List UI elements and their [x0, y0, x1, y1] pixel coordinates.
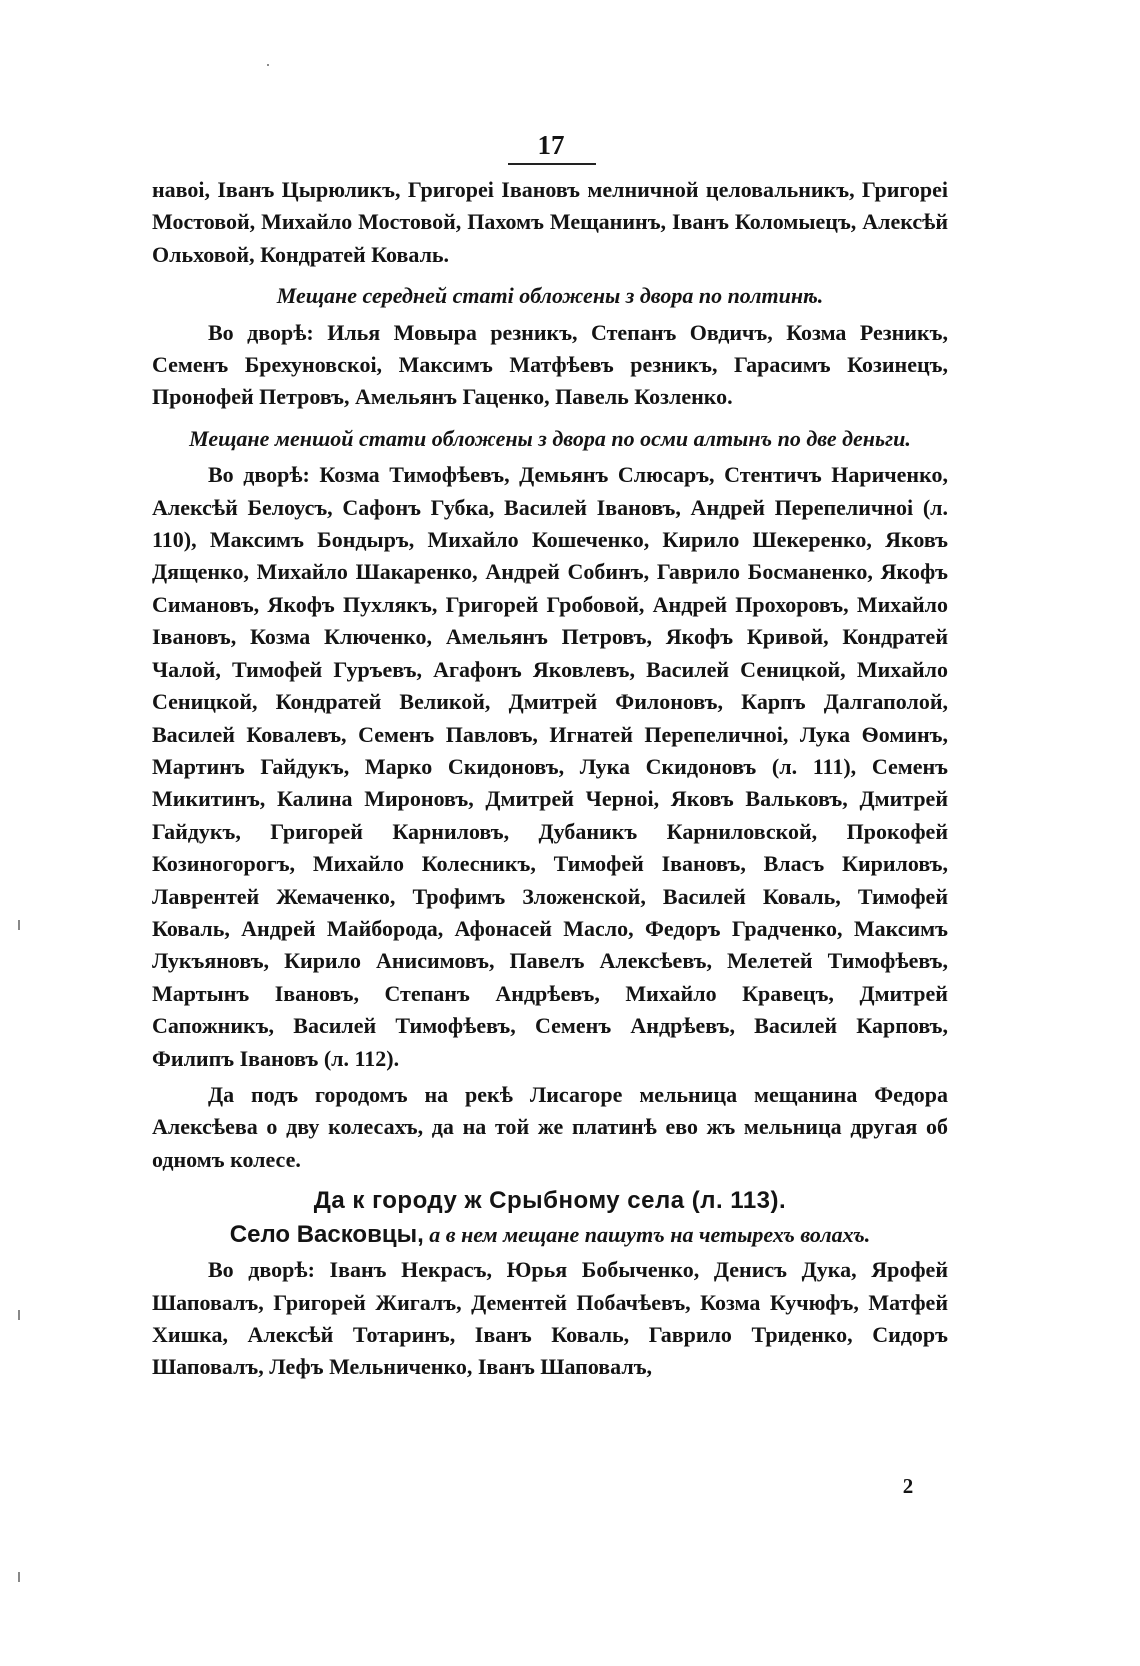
village-subheading — [152, 1218, 948, 1252]
page-number-underline — [508, 163, 596, 165]
scan-speck — [267, 64, 269, 66]
scan-edge-mark — [18, 1572, 20, 1582]
scan-edge-mark — [18, 920, 20, 930]
page-number: 17 — [537, 130, 565, 160]
section-note-lower-class: Мещане меншой стати обложены з двора по осми алтынъ по две деньги. — [189, 425, 911, 451]
paragraph-mill: Да подъ городомъ на рекѣ Лисагоре мельница мещанина Федора Алексѣева о дву колесахъ, да на той же платинѣ ево жъ мельница другая об одномъ колесе. — [152, 1081, 948, 1172]
paragraph-middle-households: Во дворѣ: Илья Мовыра резникъ, Степанъ Овдичъ, Козма Резникъ, Семенъ Брехуновскоі, Максимъ Матфѣевъ резникъ, Гарасимъ Козинецъ, Пронофей Петровъ, Амельянъ Гаценко, Павель Козленко. — [152, 319, 948, 410]
paragraph-lower-households: Во дворѣ: Козма Тимофѣевъ, Демьянъ Слюсаръ, Стентичъ Нариченко, Алексѣй Белоусъ, Сафонъ Губка, Василей Івановъ, Андрей Перепеличноі (л. 110), Максимъ Бондыръ, Михайло Кошеченко, Кирило Шекеренко, Яковъ Дященко, Михайло Шакаренко, Андрей Собинъ, Гаврило Босманенко, Якофъ Симановъ, Якофъ Пухлякъ, Григорей Гробовой, Андрей Прохоровъ, Михайло Івановъ, Козма Ключенко, Амельянъ Петровъ, Якофъ Кривой, Кондратей Чалой, Тимофей Гуръевъ, Агафонъ Яковлевъ, Василей Сеницкой, Михайло Сеницкой, Кондратей Великой, Дмитрей Филоновъ, Карпъ Далгаполой, Василей Ковалевъ, Семенъ Павловъ, Игнатей Перепеличноі, Лука Ѳоминъ, Мартинъ Гайдукъ, Марко Скидоновъ, Лука Скидоновъ (л. 111), Семенъ Микитинъ, Калина Мироновъ, Дмитрей Черноі, Яковъ Вальковъ, Дмитрей Гайдукъ, Григорей Карниловъ, Дубаникъ Карниловской, Прокофей Козиногорогъ, Михайло Колесникъ, Тимофей Івановъ, Власъ Кириловъ, Лаврентей Жемаченко, Трофимъ Зложенской, Василей Коваль, Тимофей Коваль, Андрей Майборода, Афонасей Масло, Федоръ Градченко, Максимъ Лукъяновъ, Кирило Анисимовъ, Павелъ Алексѣевъ, Мелетей Тимофѣевъ, Мартынъ Івановъ, Степанъ Андрѣевъ, Михайло Кравецъ, Дмитрей Сапожникъ, Василей Тимофѣевъ, Семенъ Андрѣевъ, Василей Карповъ, Филипъ Івановъ (л. 112). — [152, 462, 948, 1071]
paragraph-continuation: навоі, Іванъ Цырюликъ, Григореі Івановъ мелничной целовальникъ, Григореі Мостовой, Михайло Мостовой, Пахомъ Мещанинъ, Іванъ Коломыецъ, Алексѣй Ольховой, Кондратей Коваль. — [152, 177, 948, 267]
section-note-middle-class: Мещане середней статі обложены з двора по полтинѣ. — [276, 283, 824, 309]
village-note: а в нем мещане пашутъ на четырехъ волахъ. — [429, 1222, 871, 1248]
scan-edge-mark — [18, 1310, 20, 1320]
paragraph-village-households: Во дворѣ: Іванъ Некрасъ, Юрья Бобыченко, Денисъ Дука, Ярофей Шаповалъ, Григорей Жигалъ, Дементей Побачѣевъ, Козма Кучюфъ, Матфей Хишка, Алексѣй Тотаринъ, Іванъ Коваль, Гаврило Триденко, Сидоръ Шаповалъ, Лефъ Мельниченко, Іванъ Шаповалъ, — [152, 1257, 948, 1380]
village-name: Село Васковцы, — [229, 1221, 424, 1249]
page-body — [152, 174, 948, 1384]
printer-signature-mark: 2 — [902, 1474, 914, 1498]
section-heading-villages: Да к городу ж Срыбному села (л. 113). — [313, 1187, 787, 1215]
